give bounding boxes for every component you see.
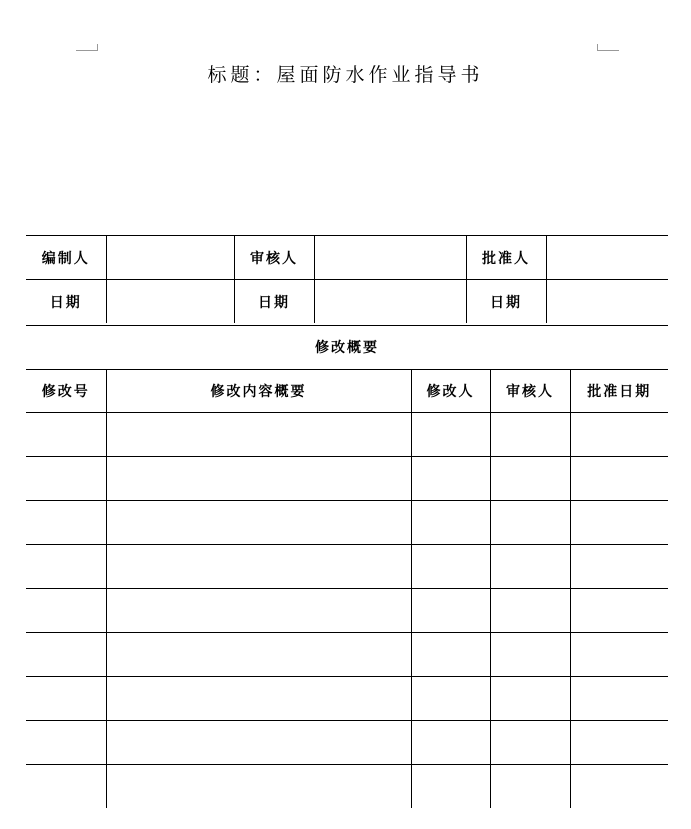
review-date-label: 日期 [234, 280, 314, 324]
approval-date-cell[interactable] [570, 413, 668, 457]
revised-by-cell[interactable] [411, 589, 490, 633]
revised-by-cell[interactable] [411, 545, 490, 589]
revision-no-cell[interactable] [26, 545, 106, 589]
table-row [26, 589, 668, 633]
compiler-label: 编制人 [26, 236, 106, 280]
revised-by-cell[interactable] [411, 413, 490, 457]
table-row [26, 457, 668, 501]
revision-no-cell[interactable] [26, 633, 106, 677]
reviewer-cell[interactable] [490, 633, 570, 677]
revision-summary-cell[interactable] [106, 413, 411, 457]
col-approval-date: 批准日期 [570, 370, 668, 413]
revised-by-cell[interactable] [411, 765, 490, 809]
revision-summary-cell[interactable] [106, 633, 411, 677]
col-reviewer: 审核人 [490, 370, 570, 413]
col-revision-no: 修改号 [26, 370, 106, 413]
approval-date-label: 日期 [466, 280, 546, 324]
revision-no-cell[interactable] [26, 457, 106, 501]
approval-table [26, 235, 668, 323]
approval-date-cell[interactable] [570, 545, 668, 589]
revision-no-cell[interactable] [26, 765, 106, 809]
reviewer-label: 审核人 [234, 236, 314, 280]
approval-date-cell[interactable] [570, 721, 668, 765]
revision-no-cell[interactable] [26, 589, 106, 633]
revision-summary-cell[interactable] [106, 501, 411, 545]
compile-date-value[interactable] [106, 280, 234, 324]
revision-summary-cell[interactable] [106, 677, 411, 721]
table-row [26, 721, 668, 765]
revision-summary-cell[interactable] [106, 457, 411, 501]
header-corner-mark-right [597, 50, 619, 51]
revision-no-cell[interactable] [26, 413, 106, 457]
table-row [26, 765, 668, 809]
header-corner-mark-left [76, 50, 98, 51]
approval-date-value[interactable] [546, 280, 668, 324]
approval-row-signatures [26, 236, 668, 280]
approval-row-dates [26, 280, 668, 324]
reviewer-cell[interactable] [490, 545, 570, 589]
revision-summary-cell[interactable] [106, 589, 411, 633]
revised-by-cell[interactable] [411, 501, 490, 545]
document-title: 标题：屋面防水作业指导书 [207, 64, 484, 86]
revision-summary-cell[interactable] [106, 721, 411, 765]
approval-date-cell[interactable] [570, 457, 668, 501]
revision-summary-cell[interactable] [106, 765, 411, 809]
table-row [26, 501, 668, 545]
table-row [26, 633, 668, 677]
approval-date-cell[interactable] [570, 589, 668, 633]
reviewer-cell[interactable] [490, 721, 570, 765]
reviewer-value[interactable] [314, 236, 466, 280]
revision-no-cell[interactable] [26, 501, 106, 545]
approval-date-cell[interactable] [570, 501, 668, 545]
reviewer-cell[interactable] [490, 765, 570, 809]
revision-table [26, 369, 668, 808]
revised-by-cell[interactable] [411, 677, 490, 721]
col-revision-summary: 修改内容概要 [106, 370, 411, 413]
col-revised-by: 修改人 [411, 370, 490, 413]
approval-date-cell[interactable] [570, 765, 668, 809]
approver-label: 批准人 [466, 236, 546, 280]
revised-by-cell[interactable] [411, 457, 490, 501]
review-date-value[interactable] [314, 280, 466, 324]
reviewer-cell[interactable] [490, 589, 570, 633]
revision-summary-cell[interactable] [106, 545, 411, 589]
revision-no-cell[interactable] [26, 721, 106, 765]
revised-by-cell[interactable] [411, 633, 490, 677]
table-row [26, 677, 668, 721]
approver-value[interactable] [546, 236, 668, 280]
revision-no-cell[interactable] [26, 677, 106, 721]
reviewer-cell[interactable] [490, 677, 570, 721]
reviewer-cell[interactable] [490, 413, 570, 457]
revision-table-header [26, 370, 668, 413]
reviewer-cell[interactable] [490, 501, 570, 545]
approval-date-cell[interactable] [570, 677, 668, 721]
revision-summary-heading: 修改概要 [26, 325, 668, 370]
table-row [26, 413, 668, 457]
compiler-value[interactable] [106, 236, 234, 280]
revised-by-cell[interactable] [411, 721, 490, 765]
table-row [26, 545, 668, 589]
approval-date-cell[interactable] [570, 633, 668, 677]
compile-date-label: 日期 [26, 280, 106, 324]
reviewer-cell[interactable] [490, 457, 570, 501]
